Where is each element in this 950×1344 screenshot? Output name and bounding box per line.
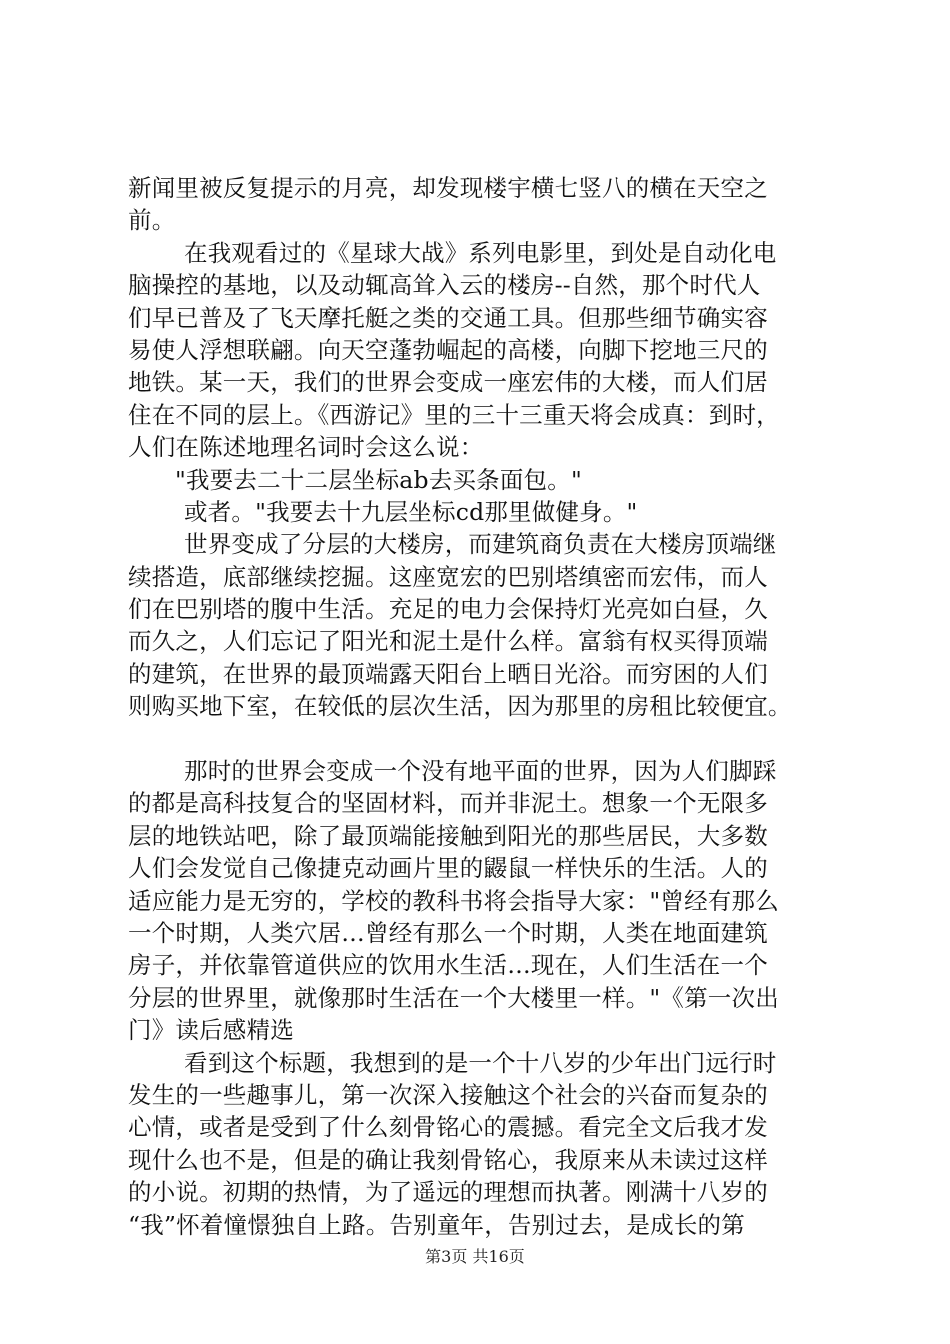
text-line: 脑操控的基地，以及动辄高耸入云的楼房--自然，那个时代人 xyxy=(128,271,761,300)
text-line: 住在不同的层上。《西游记》里的三十三重天将会成真：到时， xyxy=(128,400,780,429)
text-line: 适应能力是无穷的，学校的教科书将会指导大家："曾经有那么 xyxy=(128,886,779,915)
text-line: 发生的一些趣事儿，第一次深入接触这个社会的兴奋而复杂的 xyxy=(128,1080,768,1109)
text-line: 层的地铁站吧，除了最顶端能接触到阳光的那些居民，大多数 xyxy=(128,821,768,850)
page-footer: 第3页 共16页 xyxy=(425,1247,525,1266)
document-body xyxy=(128,172,833,1241)
text-line: 的小说。初期的热情，为了遥远的理想而执著。刚满十八岁的 xyxy=(128,1178,768,1207)
paragraph xyxy=(128,1047,833,1241)
text-line: “我”怀着憧憬独自上路。告别童年，告别过去，是成长的第 xyxy=(128,1210,745,1239)
text-line: 易使人浮想联翩。向天空蓬勃崛起的高楼，向脚下挖地三尺的 xyxy=(128,335,768,364)
text-line: 人们在陈述地理名词时会这么说： xyxy=(128,433,484,462)
paragraph xyxy=(128,755,833,1047)
text-line: 或者。"我要去十九层坐标cd那里做健身。" xyxy=(184,497,638,526)
paragraph-spacer xyxy=(128,723,833,755)
text-line: 而久之，人们忘记了阳光和泥土是什么样。富翁有权买得顶端 xyxy=(128,627,768,656)
text-line: "我要去二十二层坐标ab去买条面包。" xyxy=(175,465,582,494)
text-line: 们早已普及了飞天摩托艇之类的交通工具。但那些细节确实容 xyxy=(128,303,768,332)
text-line: 看到这个标题，我想到的是一个十八岁的少年出门远行时 xyxy=(184,1048,777,1077)
text-line: 心情，或者是受到了什么刻骨铭心的震撼。看完全文后我才发 xyxy=(128,1113,768,1142)
paragraph xyxy=(128,496,833,528)
text-line: 新闻里被反复提示的月亮，却发现楼宇横七竖八的横在天空之 xyxy=(128,174,768,202)
text-line: 们在巴别塔的腹中生活。充足的电力会保持灯光亮如白昼，久 xyxy=(128,595,768,624)
text-line: 在我观看过的《星球大战》系列电影里，到处是自动化电 xyxy=(184,238,777,267)
paragraph xyxy=(128,172,833,237)
text-line: 则购买地下室，在较低的层次生活，因为那里的房租比较便宜。 xyxy=(128,692,792,721)
text-line: 一个时期，人类穴居…曾经有那么一个时期，人类在地面建筑 xyxy=(128,918,768,947)
text-line: 房子，并依靠管道供应的饮用水生活…现在，人们生活在一个 xyxy=(128,951,768,980)
paragraph xyxy=(128,464,833,496)
text-line: 人们会发觉自己像捷克动画片里的鼹鼠一样快乐的生活。人的 xyxy=(128,854,768,883)
text-line: 续搭造，底部继续挖掘。这座宽宏的巴别塔缜密而宏伟，而人 xyxy=(128,562,768,591)
text-line: 世界变成了分层的大楼房，而建筑商负责在大楼房顶端继 xyxy=(184,530,777,559)
paragraph xyxy=(128,528,833,722)
text-line: 门》读后感精选 xyxy=(128,1016,294,1045)
text-line: 前。 xyxy=(128,206,176,235)
text-line: 的都是高科技复合的坚固材料，而并非泥土。想象一个无限多 xyxy=(128,789,768,818)
text-line: 那时的世界会变成一个没有地平面的世界，因为人们脚踩 xyxy=(184,757,777,786)
paragraph xyxy=(128,237,833,464)
text-line: 地铁。某一天，我们的世界会变成一座宏伟的大楼，而人们居 xyxy=(128,368,768,397)
text-line: 现什么也不是，但是的确让我刻骨铭心，我原来从未读过这样 xyxy=(128,1145,768,1174)
text-line: 的建筑，在世界的最顶端露天阳台上晒日光浴。而穷困的人们 xyxy=(128,659,768,688)
text-line: 分层的世界里，就像那时生活在一个大楼里一样。"《第一次出 xyxy=(128,983,779,1012)
